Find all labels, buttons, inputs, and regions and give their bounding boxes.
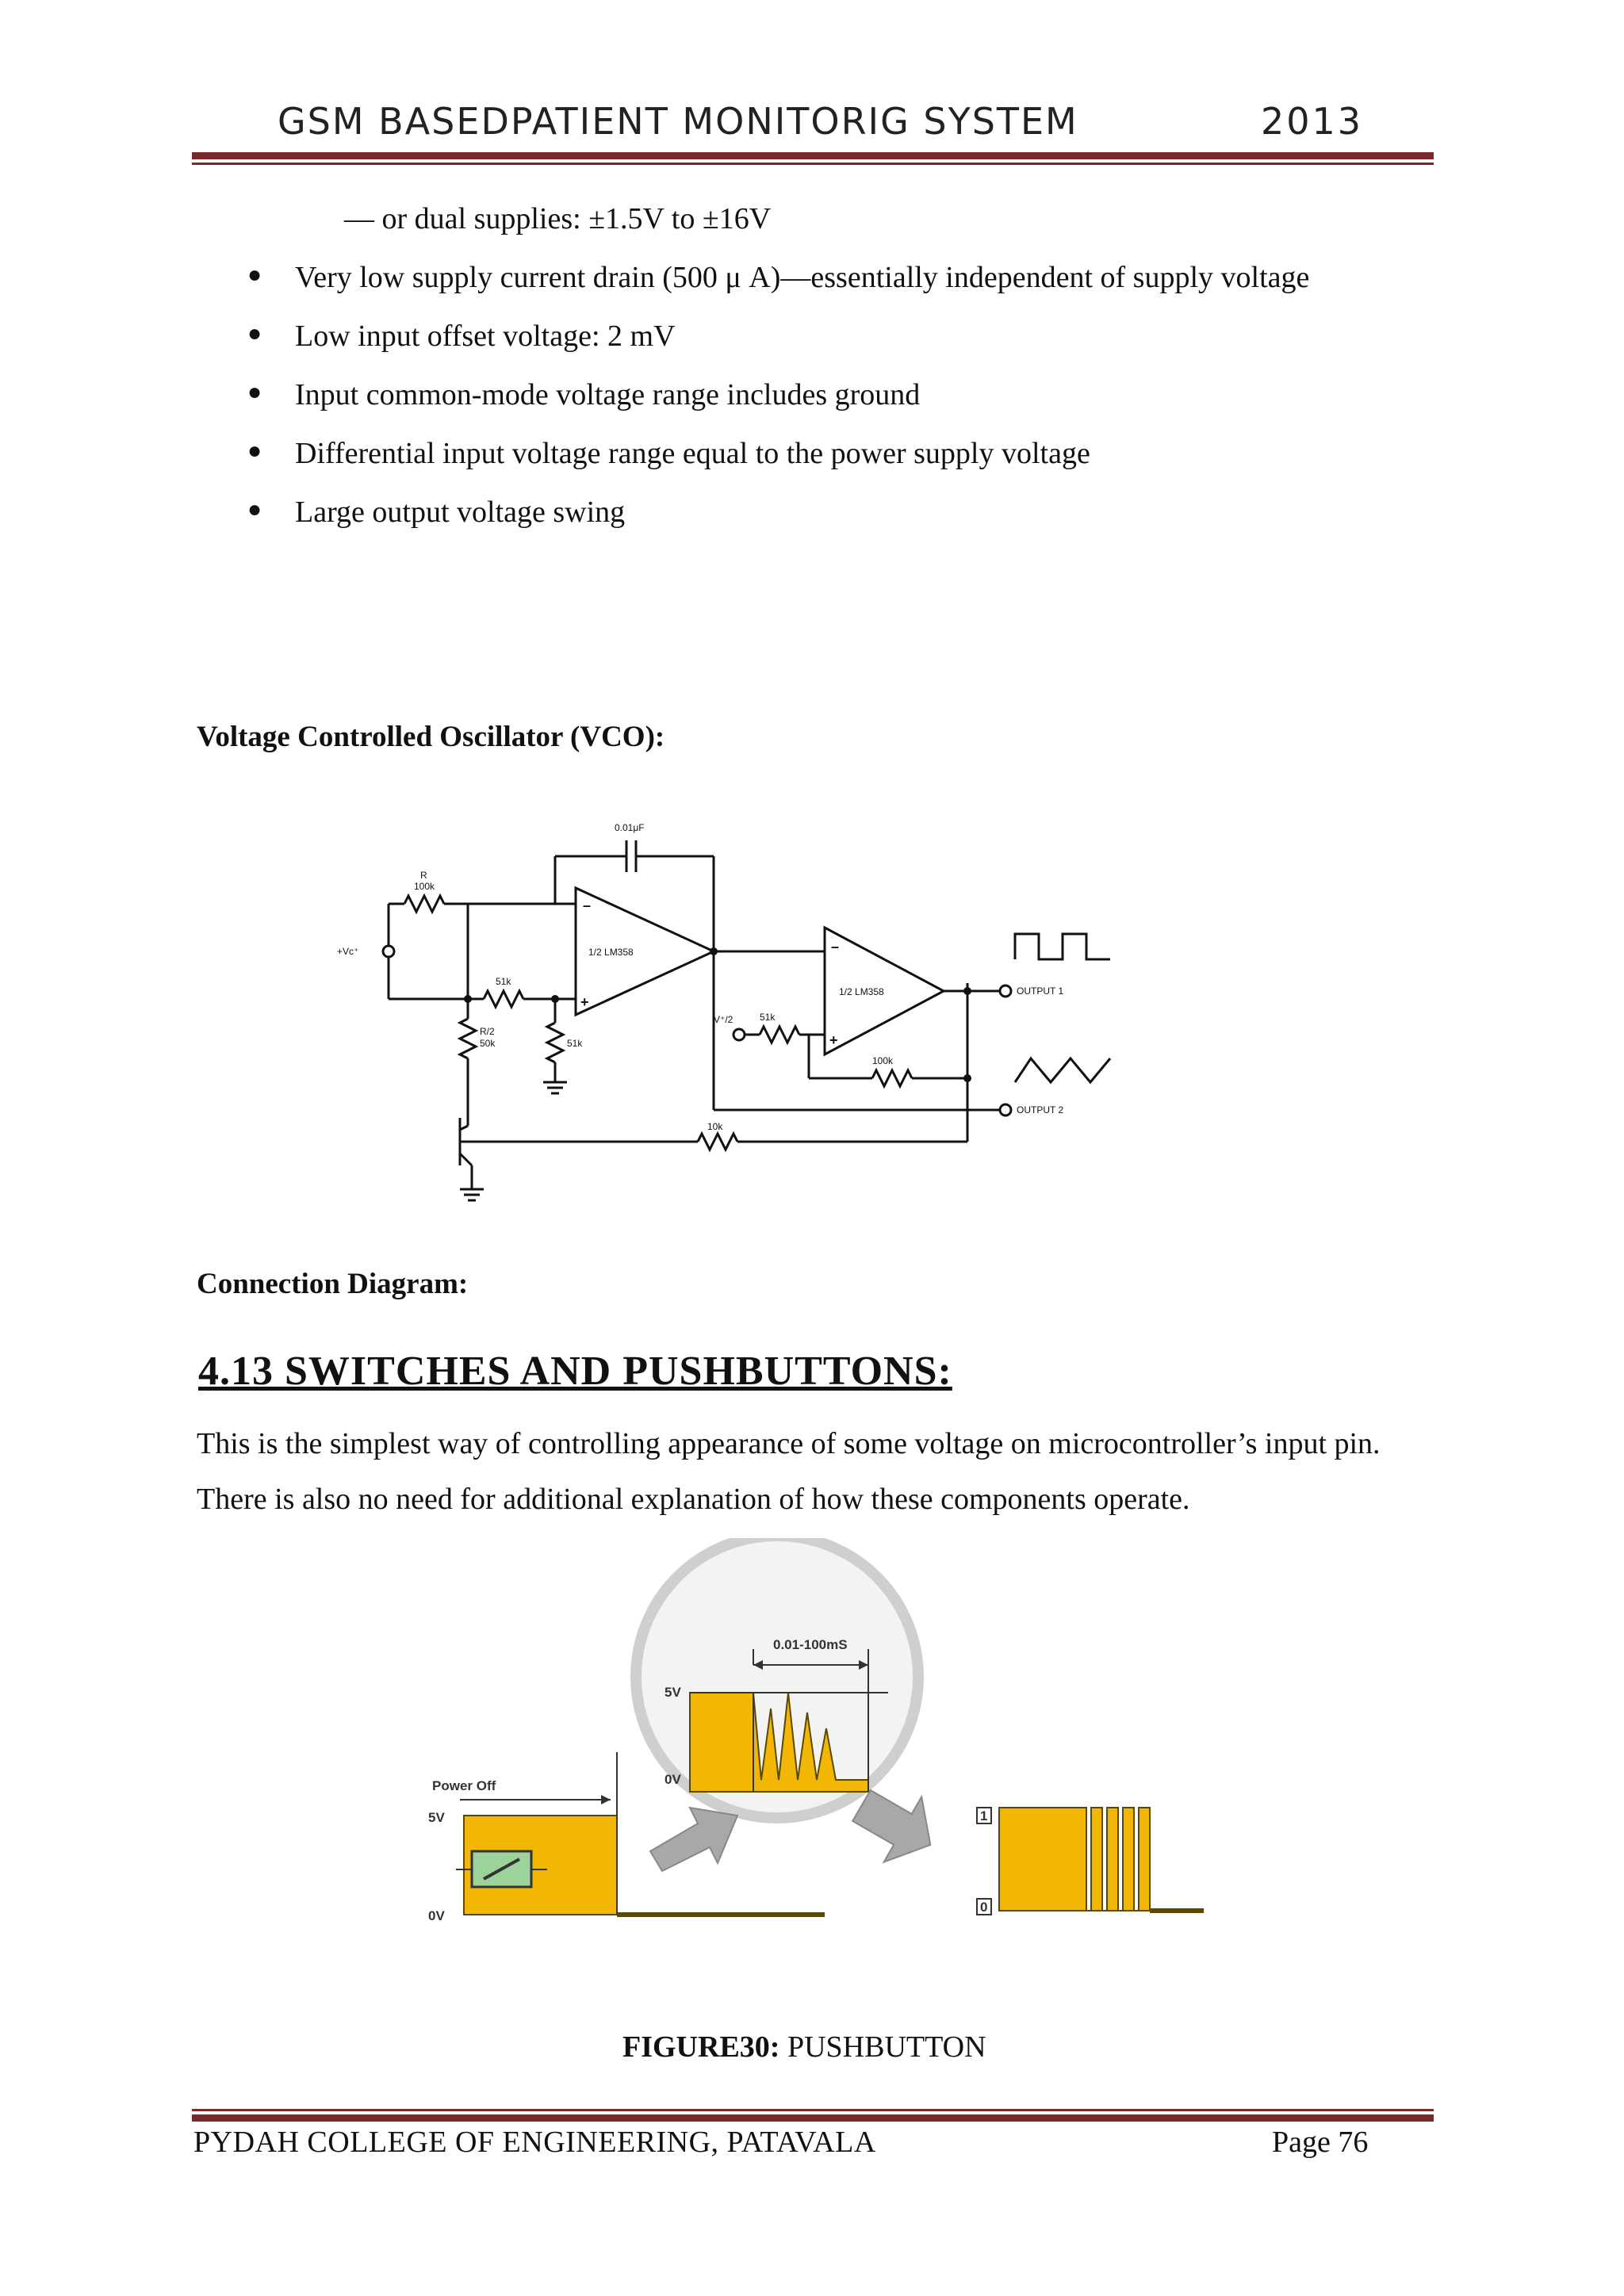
- header-rule: [192, 152, 1434, 159]
- header-rule-thin: [192, 163, 1434, 165]
- vco-heading: Voltage Controlled Oscillator (VCO):: [197, 721, 665, 753]
- vplus2-label: V⁺/2: [714, 1014, 733, 1025]
- caption-number: FIGURE30:: [622, 2030, 780, 2064]
- r2-name: R/2: [480, 1026, 495, 1037]
- r-top-name: R: [420, 870, 427, 881]
- feature-item: Very low supply current drain (500 μ A)—essentially independent of supply voltage: [295, 261, 1310, 294]
- output1-terminal: [1000, 985, 1011, 997]
- footer-college: PYDAH COLLEGE OF ENGINEERING, PATAVALA: [193, 2126, 876, 2159]
- one-label: 1: [980, 1808, 988, 1823]
- footer-page-number: Page 76: [1272, 2126, 1369, 2159]
- header-year: 2013: [1261, 100, 1364, 143]
- r100k-label: 100k: [872, 1055, 894, 1066]
- section-paragraph: This is the simplest way of controlling appearance of some voltage on microcontroller’s input pin. There is also no need for additional explanation of how these components operate.: [197, 1427, 1381, 1516]
- r10k-label: 10k: [707, 1121, 723, 1132]
- output1-label: OUTPUT 1: [1017, 985, 1064, 997]
- output2-terminal: [1000, 1104, 1011, 1115]
- svg-text:–: –: [831, 939, 840, 955]
- feature-item: Large output voltage swing: [295, 496, 626, 529]
- vc-terminal: [383, 946, 394, 957]
- feature-item: Differential input voltage range equal to the power supply voltage: [295, 437, 1090, 470]
- cap-label: 0.01μF: [615, 822, 645, 833]
- section-heading: 4.13 SWITCHES AND PUSHBUTTONS:: [198, 1349, 952, 1394]
- svg-text:+: +: [829, 1032, 838, 1048]
- v5-zoom-label: 5V: [665, 1685, 681, 1700]
- bullet-icon: ●: [247, 320, 262, 346]
- footer-rule-thin: [192, 2109, 1434, 2111]
- header-title: GSM BASEDPATIENT MONITORIG SYSTEM: [278, 100, 1078, 143]
- r2-value: 50k: [480, 1038, 496, 1049]
- interval-label: 0.01-100mS: [773, 1637, 848, 1652]
- v0-left-label: 0V: [428, 1908, 445, 1923]
- footer-rule: [192, 2114, 1434, 2122]
- clean-signal: [999, 1808, 1150, 1911]
- feature-sub-item: — or dual supplies: ±1.5V to ±16V: [344, 202, 772, 235]
- r51k-b: 51k: [567, 1038, 583, 1049]
- svg-text:+: +: [580, 994, 589, 1010]
- bullet-icon: ●: [247, 496, 262, 522]
- svg-text:–: –: [583, 897, 592, 913]
- output2-label: OUTPUT 2: [1017, 1104, 1064, 1115]
- opamp2-label: 1/2 LM358: [839, 986, 884, 997]
- connection-heading: Connection Diagram:: [197, 1268, 469, 1300]
- bullet-icon: ●: [247, 262, 262, 288]
- r51k-c: 51k: [760, 1012, 776, 1023]
- bullet-icon: ●: [247, 438, 262, 464]
- v5-left-label: 5V: [428, 1810, 445, 1825]
- r-top-value: 100k: [414, 881, 435, 892]
- feature-item: Input common-mode voltage range includes ground: [295, 378, 921, 411]
- opamp1-label: 1/2 LM358: [588, 947, 634, 958]
- vplus2-terminal: [733, 1029, 745, 1040]
- vc-label: +Vc⁺: [337, 946, 359, 957]
- feature-item: Low input offset voltage: 2 mV: [295, 320, 676, 353]
- v0-zoom-label: 0V: [665, 1772, 681, 1787]
- power-off-label: Power Off: [432, 1778, 496, 1793]
- pushbutton-figure: [412, 1538, 1221, 1966]
- vco-circuit-diagram: [301, 809, 1142, 1221]
- arrow-right-icon: [650, 1808, 737, 1871]
- figure-caption: [622, 2030, 986, 2064]
- r51k-a: 51k: [496, 976, 511, 987]
- bullet-icon: ●: [247, 379, 262, 405]
- caption-text: PUSHBUTTON: [779, 2030, 986, 2064]
- zero-label: 0: [980, 1900, 988, 1915]
